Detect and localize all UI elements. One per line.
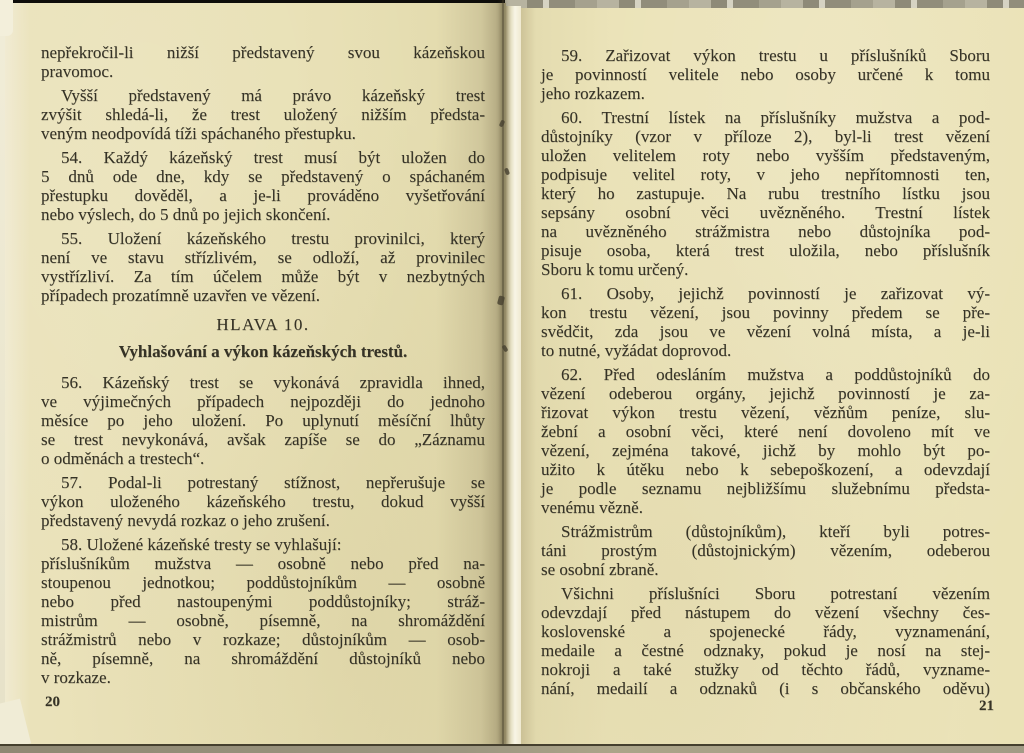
- text-line: řizovat výkon trestu vězení, vězňům peníze, slu-: [541, 403, 990, 422]
- text-line: měsíce po jeho uložení. Po uplynutí měsíční lhůty: [41, 411, 485, 430]
- text-line: vězení, zejména takové, jichž by mohlo být po-: [541, 441, 990, 460]
- page-number-left: 20: [45, 694, 60, 710]
- text-line: strážmistrů nebo v rozkaze; důstojníkům — osob-: [41, 630, 485, 649]
- text-line: 57. Podal-li potrestaný stížnost, nepřerušuje se: [61, 473, 485, 492]
- text-line: nepřekročil-li nižší představený svou kázeňskou: [41, 43, 485, 62]
- text-line: odevzdají před nástupem do vězení všechny čes-: [541, 603, 990, 622]
- book-spine-crease: [502, 0, 504, 745]
- text-line: kon trestu vězení, jsou povinny předem se pře-: [541, 303, 990, 322]
- text-line: koslovenské a spojenecké řády, vyznamenání,: [541, 622, 990, 641]
- text-line: uložen velitelem roty nebo vyšším představeným,: [541, 146, 990, 165]
- text-line: v rozkaze.: [41, 668, 111, 687]
- paragraph: [41, 373, 485, 468]
- paragraph: [41, 43, 485, 81]
- text-line: svědčit, zda jsou ve vězení volná místa, a je-li: [541, 322, 990, 341]
- text-line: pravomoc.: [41, 62, 114, 81]
- text-line: sepsány osobní věci uvězněného. Trestní lístek: [541, 203, 990, 222]
- chapter-subheading: Vyhlašování a výkon kázeňských trestů.: [118, 342, 408, 361]
- text-line: Sboru k tomu určený.: [541, 260, 689, 279]
- text-line: stoupenou jednotkou; poddůstojníkům — osobně: [41, 573, 485, 592]
- text-line: 54. Každý kázeňský trest musí být uložen do: [61, 148, 485, 167]
- text-line: 55. Uložení kázeňského trestu provinilci, který: [61, 229, 485, 248]
- text-line: 58. Uložené kázeňské tresty se vyhlašují:: [61, 535, 342, 554]
- paragraph: [41, 535, 485, 687]
- paragraph: [541, 284, 990, 360]
- text-line: medaile a čestné odznaky, pokud je nosí na stej-: [541, 641, 990, 660]
- right-page-text: [541, 46, 990, 698]
- text-line: podpisuje velitel roty, v jeho nepřítomnosti ten,: [541, 165, 990, 184]
- torn-corner-top-left: [0, 0, 13, 36]
- text-line: táni prostým (důstojnickým) vězením, odeberou: [541, 541, 990, 560]
- text-line: veným neodpovídá tíži spáchaného přestupku.: [41, 124, 356, 143]
- paragraph: [41, 86, 485, 143]
- text-line: pisuje osoba, která trest uložila, nebo příslušník: [541, 241, 990, 260]
- text-line: 56. Kázeňský trest se vykonává zpravidla ihned,: [61, 373, 485, 392]
- paragraph: [541, 584, 990, 698]
- gutter-highlight: [506, 6, 521, 745]
- text-line: 5 dnů ode dne, kdy se představený o spáchaném: [41, 167, 485, 186]
- text-line: o odměnách a trestech“.: [41, 449, 205, 468]
- text-line: žební a osobní věci, které není dovoleno mít ve: [541, 422, 990, 441]
- text-line: příslušníkům mužstva — osobně nebo před na-: [41, 554, 485, 573]
- text-line: případech prozatímně uzavřen ve vězení.: [41, 286, 320, 305]
- text-line: se osobní zbraně.: [541, 560, 659, 579]
- text-line: představený nevydá rozkaz o jeho zrušení.: [41, 511, 330, 530]
- paragraph: [41, 229, 485, 305]
- text-line: vězení odeberou orgány, jejichž povinností je za-: [541, 384, 990, 403]
- right-page: [521, 8, 1024, 745]
- text-line: to nutné, vyžádat doprovod.: [541, 341, 732, 360]
- text-line: nebo výslech, do 5 dnů po jejich skončení.: [41, 205, 331, 224]
- page-edge-bottom: [0, 744, 1024, 753]
- text-line: výkon uloženého kázeňského trestu, dokud vyšší: [41, 492, 485, 511]
- paragraph: [541, 46, 990, 103]
- text-line: na uvězněného strážmistra nebo důstojníka pod-: [541, 222, 990, 241]
- text-line: Vyšší představený má právo kázeňský trest: [61, 86, 485, 105]
- text-line: mistrům — osobně, písemně, na shromáždění: [41, 611, 485, 630]
- text-line: ve výjimečných případech nejpozději do jednoho: [41, 392, 485, 411]
- text-line: zvýšit shledá-li, že trest uložený nižším předsta-: [41, 105, 485, 124]
- text-line: venému vězně.: [541, 498, 643, 517]
- text-line: jeho rozkazem.: [541, 84, 645, 103]
- left-page-text: [41, 43, 485, 687]
- chapter-heading: HLAVA 10.: [216, 315, 310, 334]
- paragraph: [541, 522, 990, 579]
- text-line: 59. Zařizovat výkon trestu u příslušníků Sboru: [561, 46, 990, 65]
- text-line: nebo před nastoupenými poddůstojníky; stráž-: [41, 592, 485, 611]
- text-line: není ve stavu střízlivém, se odloží, až provinilec: [41, 248, 485, 267]
- text-line: vystřízliví. Za tím účelem může být v nezbytných: [41, 267, 485, 286]
- text-line: Všichni příslušníci Sboru potrestaní vězením: [561, 584, 990, 603]
- text-line: ně, písemně, na shromáždění důstojníků nebo: [41, 649, 485, 668]
- text-line: důstojníky (vzor v příloze 2), byl-li trest vězení: [541, 127, 990, 146]
- text-line: 62. Před odesláním mužstva a poddůstojníků do: [561, 365, 990, 384]
- paragraph: [41, 473, 485, 530]
- text-line: se trest nevykonává, avšak zapíše se do „Záznamu: [41, 430, 485, 449]
- text-line: je povinností velitele nebo osoby určené k tomu: [541, 65, 990, 84]
- text-line: nání, medailí a odznaků (i s občanského oděvu): [541, 679, 990, 698]
- left-page: [5, 3, 506, 745]
- text-line: který ho zastupuje. Na rubu trestního lístku jsou: [541, 184, 990, 203]
- page-number-right: 21: [979, 698, 994, 714]
- text-line: Strážmistrům (důstojníkům), kteří byli potres-: [561, 522, 990, 541]
- text-line: 60. Trestní lístek na příslušníky mužstva a pod-: [561, 108, 990, 127]
- text-line: je podle seznamu nejbližšímu služebnímu předsta-: [541, 479, 990, 498]
- text-line: užito k útěku nebo k sebepoškození, a odevzdají: [541, 460, 990, 479]
- text-line: 61. Osoby, jejichž povinností je zařizovat vý-: [561, 284, 990, 303]
- text-line: přestupku dověděl, a je-li prováděno vyšetřování: [41, 186, 485, 205]
- paragraph: [41, 148, 485, 224]
- text-line: nokroji a také stužky od těchto řádů, vyzname-: [541, 660, 990, 679]
- paragraph: [541, 365, 990, 517]
- paragraph: [541, 108, 990, 279]
